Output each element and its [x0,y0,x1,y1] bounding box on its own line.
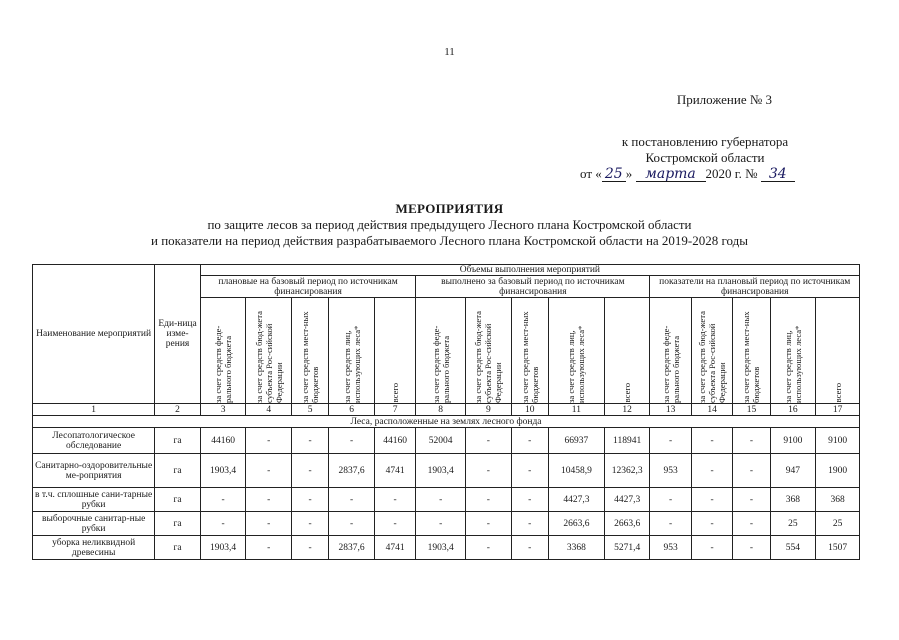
header-subcolumn [200,298,246,404]
table-cell: 953 [650,454,691,488]
table-cell: 10458,9 [548,454,604,488]
table-cell: - [416,512,466,536]
header-subcolumn-label: за счет средств феде-рального бюджета [430,325,451,403]
table-cell: 2663,6 [548,512,604,536]
table-cell: 9100 [770,428,816,454]
date-prefix: от « [580,166,602,181]
column-number: 9 [466,404,512,416]
document-subtitle-2: и показатели на период действия разрабатываемого Лесного плана Костромской области на 2019-2028 годы [151,233,748,248]
header-subcolumn [416,298,466,404]
table-cell: 947 [770,454,816,488]
table-cell: 1903,4 [416,536,466,560]
table-cell: 44160 [200,428,246,454]
table-cell: 52004 [416,428,466,454]
header-subcolumn [329,298,375,404]
table-cell: - [291,512,328,536]
header-subcolumn [816,298,860,404]
table-cell: - [733,428,770,454]
table-cell: 3368 [548,536,604,560]
column-number: 14 [691,404,732,416]
column-number: 17 [816,404,860,416]
document-title: МЕРОПРИЯТИЯ [395,201,504,216]
row-name: уборка неликвидной древесины [33,536,155,560]
column-number: 1 [33,404,155,416]
header-subcolumn [604,298,650,404]
header-subcolumn-label: всего [622,383,633,403]
header-subcolumn-label: за счет средств лиц, использующих леса* [782,325,803,403]
table-cell: 4741 [374,536,415,560]
table-cell: 368 [770,488,816,512]
table-cell: 44160 [374,428,415,454]
header-subcolumn [291,298,328,404]
row-name: Санитарно-оздоровительные ме-роприятия [33,454,155,488]
table-cell: 554 [770,536,816,560]
date-year: 2020 г. № [705,166,758,181]
header-volumes: Объемы выполнения мероприятий [200,265,859,276]
row-unit: га [155,428,201,454]
table-row [33,454,860,488]
header-subcolumn [511,298,548,404]
row-unit: га [155,536,201,560]
header-subcolumn [374,298,415,404]
header-subcolumn-label: за счет средств феде-рального бюджета [660,325,681,403]
column-number: 2 [155,404,201,416]
handwritten-number: 34 [761,167,795,182]
resolution-date-line [560,166,860,182]
column-number: 10 [511,404,548,416]
header-subcolumn [246,298,292,404]
table-cell: 4741 [374,454,415,488]
table-cell: - [511,488,548,512]
table-cell: - [691,454,732,488]
header-subcolumn [770,298,816,404]
table-row [33,536,860,560]
resolution-line-1: к постановлению губернатора [621,134,789,149]
table-cell: - [291,454,328,488]
column-number: 13 [650,404,691,416]
table-cell: - [650,512,691,536]
table-cell: - [466,488,512,512]
table-cell: - [691,428,732,454]
row-unit: га [155,454,201,488]
table-cell: - [291,536,328,560]
column-number: 5 [291,404,328,416]
document-subtitle-1: по защите лесов за период действия предыдущего Лесного плана Костромской области [207,217,692,232]
header-subcolumn [466,298,512,404]
column-number: 8 [416,404,466,416]
header-subcolumn [548,298,604,404]
table-cell: - [733,488,770,512]
column-number: 6 [329,404,375,416]
header-subcolumn-label: за счет средств лиц, использующих леса* [341,325,362,403]
table-cell: - [329,488,375,512]
table-cell: 66937 [548,428,604,454]
table-cell: - [374,488,415,512]
table-row [33,488,860,512]
row-unit: га [155,512,201,536]
row-unit: га [155,488,201,512]
table-cell: - [200,488,246,512]
table-cell: 1903,4 [200,536,246,560]
column-number: 3 [200,404,246,416]
table-cell: 1900 [816,454,860,488]
table-cell: - [200,512,246,536]
table-cell: - [329,512,375,536]
column-number: 7 [374,404,415,416]
table-cell: - [466,428,512,454]
table-cell: - [691,488,732,512]
column-number: 12 [604,404,650,416]
header-subcolumn-label: всего [832,383,843,403]
table-cell: - [733,512,770,536]
header-subcolumn-label: за счет средств бюд-жета субъекта Рос-сийской Федерации [253,310,284,403]
table-cell: - [416,488,466,512]
table-cell: - [291,428,328,454]
table-cell: - [466,454,512,488]
header-subcolumn-label: всего [390,383,401,403]
table-cell: - [246,454,292,488]
table-cell: 1903,4 [200,454,246,488]
header-subcolumn [691,298,732,404]
column-number: 16 [770,404,816,416]
table-cell: 4427,3 [604,488,650,512]
table-cell: - [511,454,548,488]
header-group-done: выполнено за базовый период по источникам финансирования [416,276,650,298]
table-cell: - [511,536,548,560]
table-cell: 2837,6 [329,536,375,560]
header-subcolumn-label: за счет средств феде-рального бюджета [213,325,234,403]
handwritten-day: 25 [602,167,626,182]
header-subcolumn-label: за счет средств бюд-жета субъекта Рос-сийской Федерации [473,310,504,403]
table-cell: 4427,3 [548,488,604,512]
page-number: 11 [444,46,455,58]
table-cell: - [650,488,691,512]
header-subcolumn-label: за счет средств бюд-жета субъекта Рос-сийской Федерации [697,310,728,403]
header-subcolumn-label: за счет средств мест-ных бюджетов [300,310,321,403]
appendix-label: Приложение № 3 [676,92,772,107]
date-day-close: » [625,166,633,181]
column-number: 4 [246,404,292,416]
row-name: выборочные санитар-ные рубки [33,512,155,536]
table-cell: - [511,428,548,454]
table-cell: - [466,536,512,560]
table-cell: - [733,454,770,488]
table-cell: 118941 [604,428,650,454]
section-heading: Леса, расположенные на землях лесного фонда [33,416,860,428]
header-group-plan-period: показатели на плановый период по источникам финансирования [650,276,860,298]
resolution-line-2: Костромской области [645,150,765,165]
header-name: Наименование мероприятий [33,265,155,404]
table-cell: 1507 [816,536,860,560]
row-name: Лесопатологическое обследование [33,428,155,454]
header-subcolumn-label: за счет средств мест-ных бюджетов [519,310,540,403]
table-cell: - [691,512,732,536]
column-number: 11 [548,404,604,416]
table-row [33,512,860,536]
table-cell: - [374,512,415,536]
table-cell: 368 [816,488,860,512]
table-cell: 2837,6 [329,454,375,488]
header-unit: Еди-ница изме-рения [155,265,201,404]
table-cell: 12362,3 [604,454,650,488]
table-cell: - [291,488,328,512]
row-name: в т.ч. сплошные сани-тарные рубки [33,488,155,512]
table-cell: - [246,428,292,454]
table-cell: - [466,512,512,536]
table-cell: 2663,6 [604,512,650,536]
table-cell: - [246,488,292,512]
table-cell: 1903,4 [416,454,466,488]
table-cell: - [650,428,691,454]
column-number: 15 [733,404,770,416]
handwritten-month: марта [636,167,706,182]
header-subcolumn-label: за счет средств лиц, использующих леса* [566,325,587,403]
column-numbers-row [33,404,860,416]
header-subcolumn [650,298,691,404]
table-cell: - [246,536,292,560]
table-cell: - [691,536,732,560]
measures-table [32,264,860,560]
table-cell: - [511,512,548,536]
table-cell: 5271,4 [604,536,650,560]
header-subcolumn [733,298,770,404]
header-subcolumn-label: за счет средств мест-ных бюджетов [741,310,762,403]
table-cell: - [733,536,770,560]
table-cell: - [329,428,375,454]
table-cell: 953 [650,536,691,560]
header-group-planned: плановые на базовый период по источникам финансирования [200,276,415,298]
table-cell: 25 [816,512,860,536]
table-cell: 9100 [816,428,860,454]
table-cell: 25 [770,512,816,536]
table-row [33,428,860,454]
table-cell: - [246,512,292,536]
